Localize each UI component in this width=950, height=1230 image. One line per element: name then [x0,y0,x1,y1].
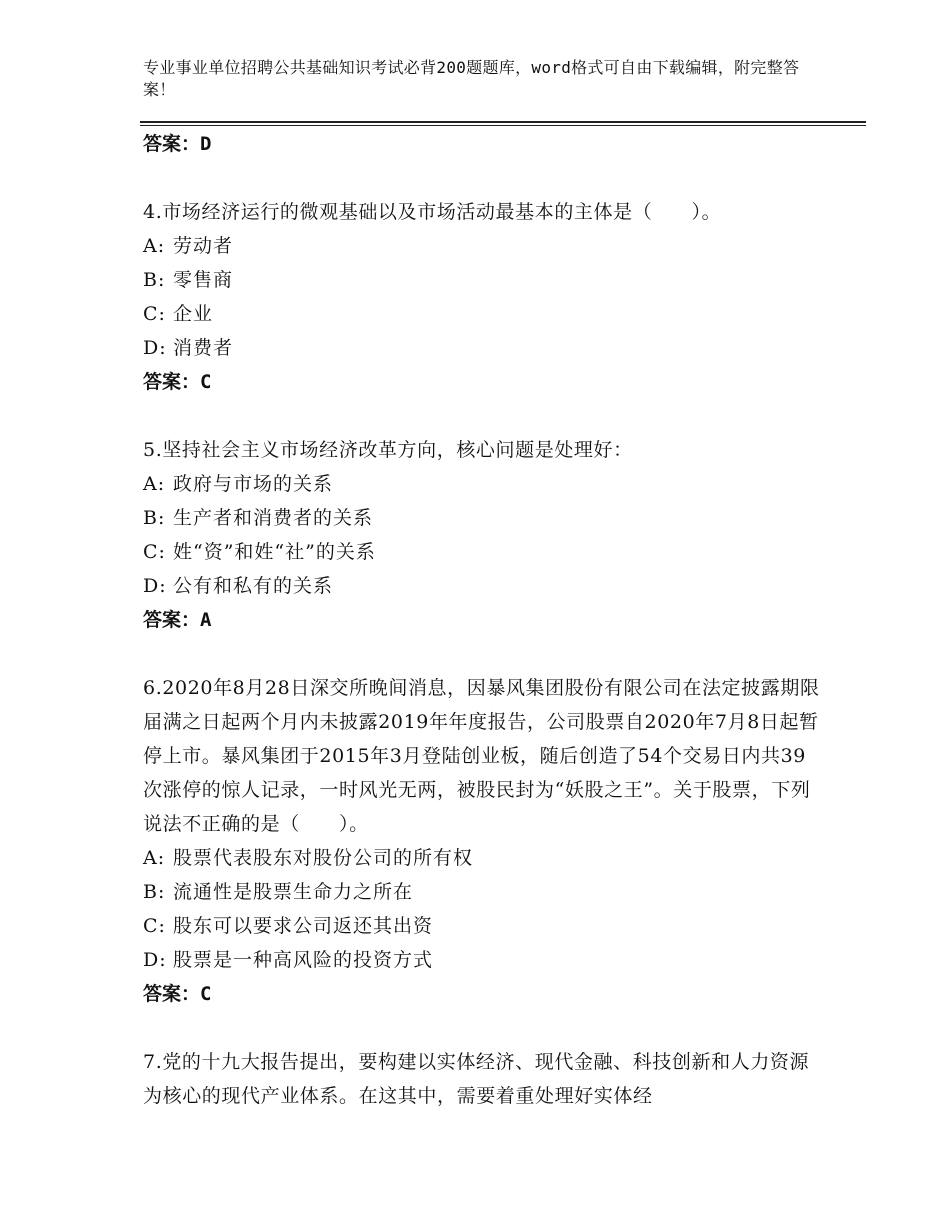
question-list [143,127,823,1113]
answer-line: 答案：A [143,609,212,631]
option-a [143,229,823,263]
answer-line: 答案：D [143,133,212,155]
option-b [143,501,823,535]
option-label: B: [143,507,166,529]
option-label: C: [143,915,166,937]
option-text: 股票是一种高风险的投资方式 [173,949,434,971]
option-d [143,331,823,365]
option-d [143,943,823,977]
answer-line: 答案：C [143,371,212,393]
option-text: 生产者和消费者的关系 [173,507,374,529]
option-text: 流通性是股票生命力之所在 [173,881,414,903]
option-label: D: [143,575,167,597]
option-text: 政府与市场的关系 [173,473,334,495]
question-block [143,671,823,1011]
header-rule-thin [140,125,866,126]
option-c [143,909,823,943]
question-block [143,195,823,399]
option-text: 消费者 [173,337,234,359]
document-header: 专业事业单位招聘公共基础知识考试必背200题题库，word格式可自由下载编辑，附完整答案！ [143,58,800,99]
option-text: 股票代表股东对股份公司的所有权 [173,847,474,869]
header-rule-thick [140,121,866,123]
question-text: 4.市场经济运行的微观基础以及市场活动最基本的主体是（ ）。 [143,201,722,223]
option-label: A: [143,847,166,869]
option-label: D: [143,337,167,359]
option-a [143,841,823,875]
question-block [143,433,823,637]
option-text: 劳动者 [173,235,234,257]
option-b [143,263,823,297]
option-label: C: [143,303,166,325]
option-label: D: [143,949,167,971]
option-c [143,535,823,569]
question-block [143,1045,823,1113]
option-label: B: [143,269,166,291]
option-label: C: [143,541,166,563]
question-text: 6.2020年8月28日深交所晚间消息，因暴风集团股份有限公司在法定披露期限届满之日起两个月内未披露2019年年度报告，公司股票自2020年7月8日起暂停上市。暴风集团于2015年3月登陆创业板，随后创造了54个交易日内共39次涨停的惊人记录，一时风光无两，被股民封为“妖股之王”。关于股票，下列说法不正确的是（ ）。 [143,677,820,835]
answer-line: 答案：C [143,983,212,1005]
question-text: 7.党的十九大报告提出，要构建以实体经济、现代金融、科技创新和人力资源为核心的现代产业体系。在这其中，需要着重处理好实体经 [143,1051,810,1107]
question-text: 5.坚持社会主义市场经济改革方向，核心问题是处理好： [143,439,633,461]
option-label: A: [143,473,166,495]
option-a [143,467,823,501]
option-text: 零售商 [173,269,234,291]
option-d [143,569,823,603]
option-label: A: [143,235,166,257]
option-c [143,297,823,331]
option-b [143,875,823,909]
option-text: 股东可以要求公司返还其出资 [173,915,434,937]
option-text: 公有和私有的关系 [173,575,334,597]
option-text: 姓“资”和姓“社”的关系 [173,541,376,563]
option-label: B: [143,881,166,903]
option-text: 企业 [173,303,214,325]
